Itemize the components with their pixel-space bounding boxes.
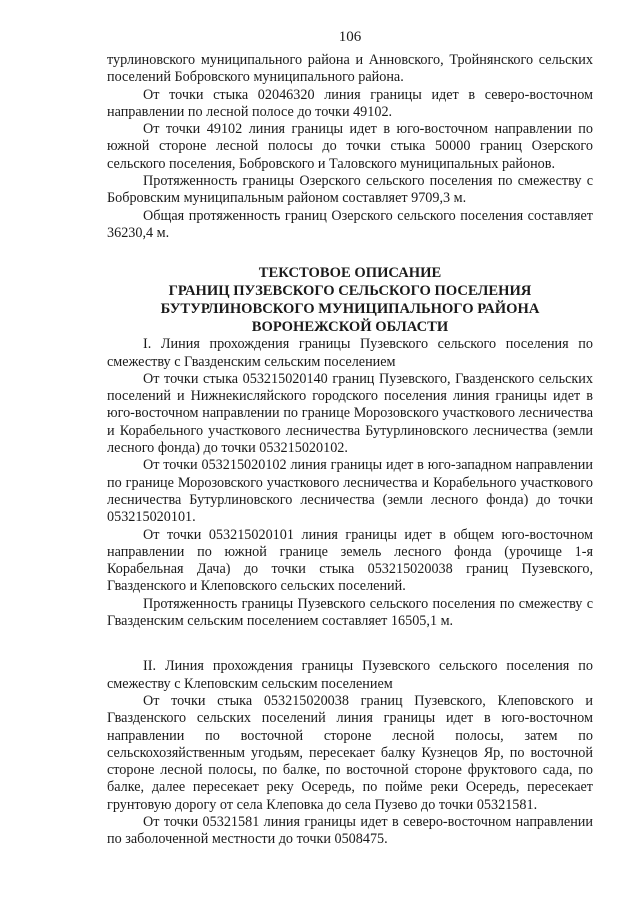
subsection-title: I. Линия прохождения границы Пузевского сельского поселения по смежеству с Гвазденским сельским поселением — [107, 336, 593, 370]
paragraph: От точки стыка 053215020140 границ Пузевского, Гвазденского сельских поселений и Нижнекисляйского городского поселения линия границы идет в юго-восточном направлении по границе Морозовского участкового лесничества и Корабельного участкового лесничества Бутурлиновского лесничества (земли лесного фонда) до точки 053215020102. — [107, 370, 593, 457]
paragraph: Протяженность границы Озерского сельского поселения по смежеству с Бобровским муниципальным районом составляет 9709,3 м. — [107, 173, 593, 207]
paragraph: Общая протяженность границ Озерского сельского поселения составляет 36230,4 м. — [107, 207, 593, 241]
heading-line: ТЕКСТОВОЕ ОПИСАНИЕ — [258, 265, 442, 282]
paragraph: От точки 05321581 линия границы идет в северо-восточном направлении по заболоченной местности до точки 0508475. — [107, 813, 593, 848]
paragraph: От точки стыка 053215020038 границ Пузевского, Клеповского и Гвазденского сельских поселений линия границы идет в юго-восточном направлении по восточной стороне лесной полосы, затем по сельскохозяйственным угодьям, пересекает балку Кузнецов Яр, по восточной стороне лесной полосы, по балке, по восточной стороне фруктового сада, по балке, далее пересекает реку Осередь, по пойме реки Осередь, пересекает грунтовую дорогу от села Клеповка до села Пузево до точки 05321581. — [107, 692, 593, 813]
paragraph: Протяженность границы Пузевского сельского поселения по смежеству с Гвазденским сельским поселением составляет 16505,1 м. — [107, 595, 593, 630]
spacer — [107, 630, 593, 658]
paragraph-continued: турлиновского муниципального района и Анновского, Тройнянского сельских поселений Бобровского муниципального района. — [107, 52, 593, 86]
heading-line: ГРАНИЦ ПУЗЕВСКОГО СЕЛЬСКОГО ПОСЕЛЕНИЯ — [168, 283, 532, 300]
paragraph: От точки 49102 линия границы идет в юго-восточном направлении по южной стороне лесной полосы до точки стыка 50000 границ Озерского сельского поселения, Бобровского и Таловского муниципальных районов. — [107, 121, 593, 172]
paragraph: От точки 053215020102 линия границы идет в юго-западном направлении по границе Морозовского участкового лесничества и Корабельного участкового лесничества Бутурлиновского лесничества (земли лесного фонда) до точки 053215020101. — [107, 457, 593, 526]
paragraph: От точки 053215020101 линия границы идет в общем юго-восточном направлении по южной границе земель лесного фонда (урочище 1-я Корабельная Дача) до точки стыка 053215020038 границ Пузевского, Гвазденского и Клеповского сельских поселений. — [107, 526, 593, 595]
page-number: 106 — [338, 29, 362, 45]
heading-line: ВОРОНЕЖСКОЙ ОБЛАСТИ — [251, 319, 449, 336]
paragraph: От точки стыка 02046320 линия границы идет в северо-восточном направлении по лесной полосе до точки 49102. — [107, 86, 593, 120]
subsection-title: II. Линия прохождения границы Пузевского сельского поселения по смежеству с Клеповским сельским поселением — [107, 658, 593, 692]
document-page — [107, 28, 593, 849]
heading-line: БУТУРЛИНОВСКОГО МУНИЦИПАЛЬНОГО РАЙОНА — [160, 301, 540, 318]
section-heading — [107, 264, 593, 336]
